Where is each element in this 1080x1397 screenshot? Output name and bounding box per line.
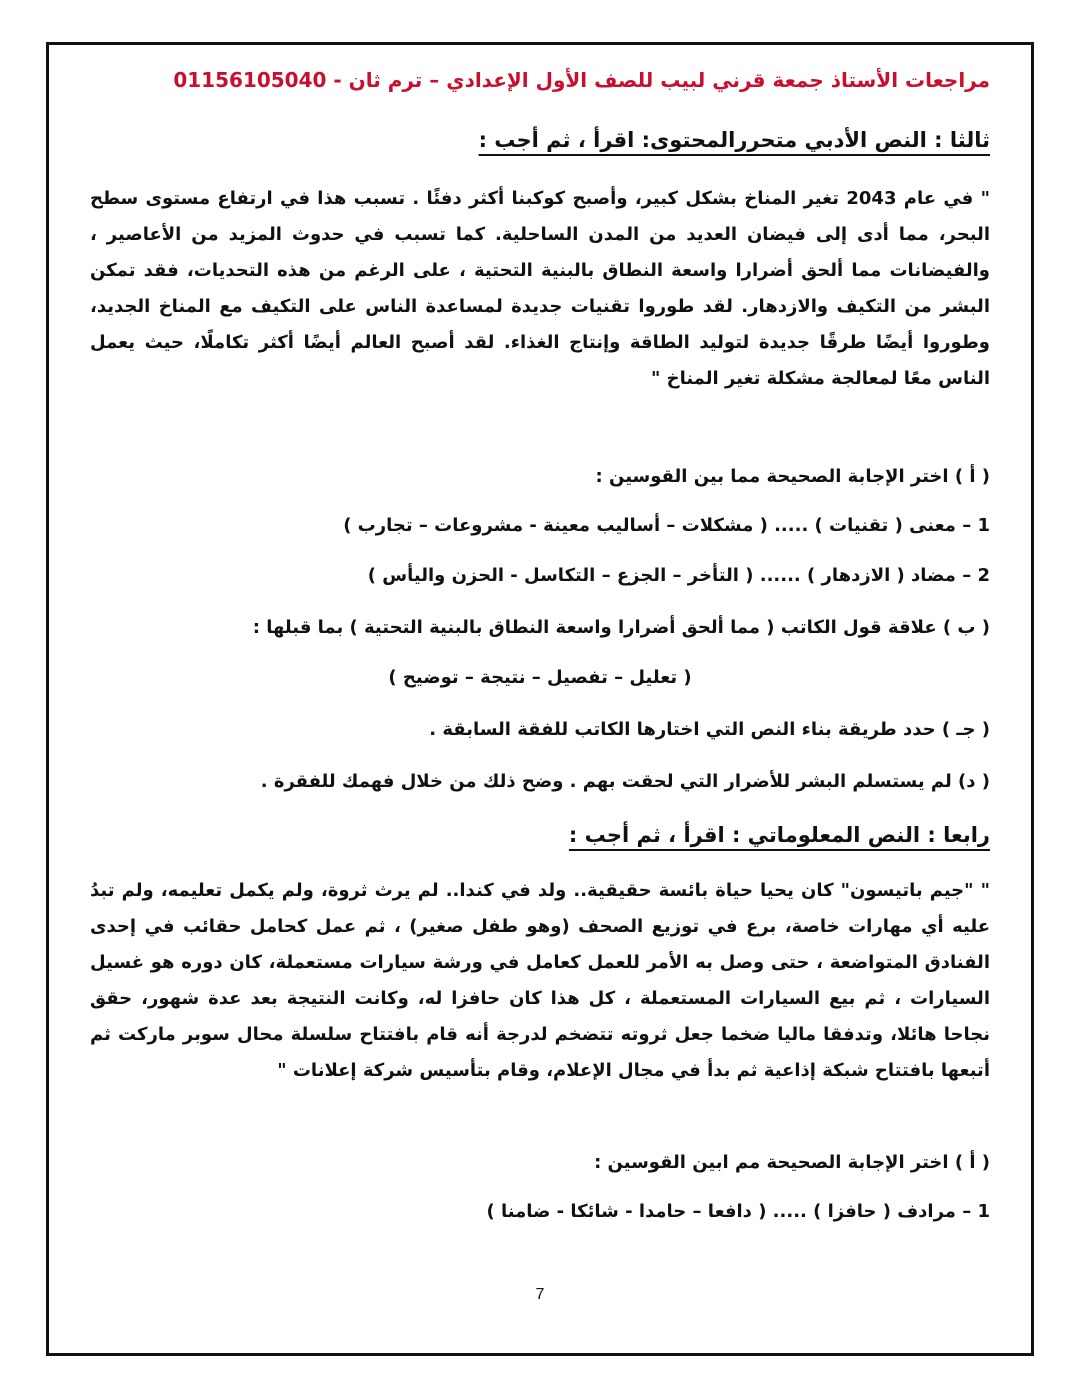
section3-question-a2: 2 – مضاد ( الازدهار ) ...... ( التأخر – الجزع – التكاسل - الحزن واليأس ) xyxy=(367,565,990,586)
section4-passage: " "جيم باتيسون" كان يحيا حياة بائسة حقيقية.. ولد في كندا.. لم يرث ثروة، ولم يكمل تعليمه، ولم تبدُ عليه أي مهارات خاصة، برع في توزيع الصحف (وهو طفل صغير) ، ثم عمل كحامل حقائب في إحدى الفنادق المتواضعة ، حتى وصل به الأمر للعمل كعامل في ورشة سيارات مستعملة، كان دوره هو غسيل السيارات ، ثم بيع السيارات المستعملة ، كل هذا كان حافزا له، وكانت النتيجة بعد عدة شهور، حقق نجاحا هائلا، وتدفقا ماليا ضخما جعل ثروته تتضخم لدرجة أنه قام بافتتاح سلسلة محال سوبر ماركت ثم أتبعها بافتتاح شبكة إذاعية ثم بدأ في مجال الإعلام، وقام بتأسيس شركة إعلانات " xyxy=(90,880,990,1081)
section3-title: ثالثا : النص الأدبي متحررالمحتوى: اقرأ ، ثم أجب : xyxy=(478,128,990,152)
section3-question-a1: 1 – معنى ( تقنيات ) ..... ( مشكلات – أساليب معينة - مشروعات – تجارب ) xyxy=(343,515,990,536)
section3-passage: " في عام 2043 تغير المناخ بشكل كبير، وأصبح كوكبنا أكثر دفئًا . تسبب هذا في ارتفاع مستوى سطح البحر، مما أدى إلى فيضان العديد من المدن الساحلية. كما تسبب في حدوث المزيد من الأعاصير ، والفيضانات مما ألحق أضرارا واسعة النطاق بالبنية التحتية ، على الرغم من هذه التحديات، فقد تمكن البشر من التكيف والازدهار. لقد طوروا تقنيات جديدة لمساعدة الناس على التكيف مع المناخ الجديد، وطوروا أيضًا طرقًا جديدة لتوليد الطاقة وإنتاج الغذاء. لقد أصبح العالم أيضًا أكثر تكاملًا، حيث يعمل الناس معًا لمعالجة مشكلة تغير المناخ " xyxy=(90,188,991,389)
section3-question-a: ( أ ) اختر الإجابة الصحيحة مما بين القوسين : xyxy=(595,466,990,487)
section3-question-b: ( ب ) علاقة قول الكاتب ( مما ألحق أضرارا واسعة النطاق بالبنية التحتية ) بما قبلها : xyxy=(252,617,990,638)
page-header: مراجعات الأستاذ جمعة قرني لبيب للصف الأول الإعدادي – ترم ثان - 01156105040 xyxy=(173,68,990,92)
section4-question-a1: 1 – مرادف ( حافزا ) ..... ( دافعا – حامدا - شائكا - ضامنا ) xyxy=(486,1201,990,1222)
section4-question-a: ( أ ) اختر الإجابة الصحيحة مم ابين القوسين : xyxy=(594,1152,990,1173)
section4-title: رابعا : النص المعلوماتي : اقرأ ، ثم أجب : xyxy=(568,823,990,847)
section3-question-d: ( د) لم يستسلم البشر للأضرار التي لحقت بهم . وضح ذلك من خلال فهمك للفقرة . xyxy=(260,771,990,792)
page-number: 7 xyxy=(535,1286,545,1303)
section3-question-b-options: ( تعليل – تفصيل – نتيجة – توضيح ) xyxy=(388,667,692,688)
section3-question-c: ( جـ ) حدد طريقة بناء النص التي اختارها الكاتب للفقة السابقة . xyxy=(429,719,990,740)
